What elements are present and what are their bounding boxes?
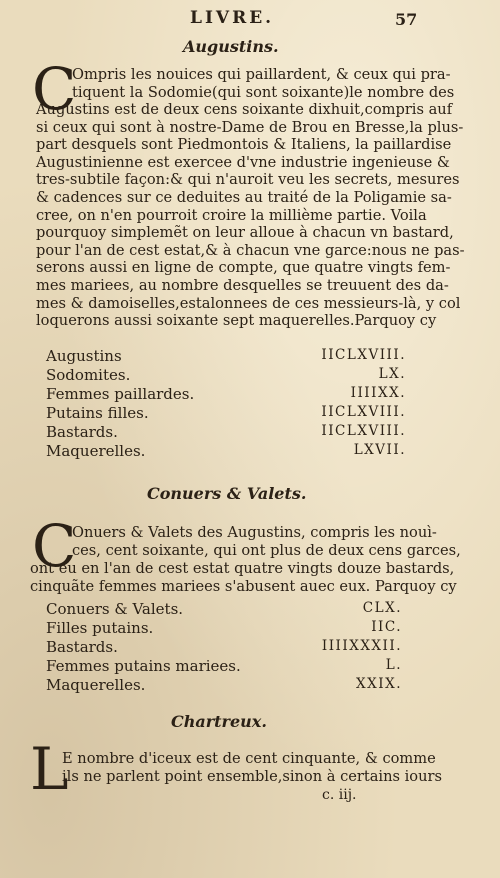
tally-label: Filles putains. — [46, 619, 154, 637]
tally-row — [46, 657, 402, 676]
page-number: 57 — [395, 10, 418, 29]
text-line: serons aussi en ligne de compte, que quatre vingts fem- — [36, 259, 451, 277]
text-line: Ompris les nouices qui paillardent, & ceux qui pra- — [72, 66, 451, 83]
tally-row — [46, 347, 406, 366]
tally-label: Maquerelles. — [46, 676, 146, 694]
tally-row — [46, 638, 402, 657]
tally-label: Femmes paillardes. — [46, 385, 195, 403]
text-line: cree, on n'en pourroit croire la millième partie. Voila — [36, 206, 427, 224]
tally-row — [46, 619, 402, 638]
tally-label: Conuers & Valets. — [46, 600, 184, 618]
tally-label: Femmes putains mariees. — [46, 657, 241, 675]
tally-label: Bastards. — [46, 638, 118, 656]
tally-value: IICLXVIII. — [321, 404, 406, 420]
text-line: ils ne parlent point ensemble,sinon à certains iours — [62, 767, 442, 785]
text-line: Augustinienne est exercee d'vne industrie ingenieuse & — [36, 153, 450, 171]
tally-row — [46, 404, 406, 423]
tally-value: XXIX. — [356, 676, 402, 692]
tally-value: IICLXVIII. — [321, 347, 406, 363]
text-line: si ceux qui sont à nostre-Dame de Brou en Bresse,la plus- — [36, 118, 464, 136]
tally-row — [46, 366, 406, 385]
paragraph-augustins — [72, 66, 455, 101]
tally-value: LXVII. — [353, 442, 406, 458]
text-line: tres-subtile façon:& qui n'auroit veu les secrets, mesures — [36, 171, 460, 189]
tally-label: Putains filles. — [46, 404, 149, 422]
tally-row — [46, 385, 406, 404]
section-title-chartreux: Chartreux. — [171, 712, 267, 731]
drop-cap: L — [30, 735, 69, 803]
tally-row — [46, 442, 406, 461]
tally-value: IICLXVIII. — [321, 423, 406, 439]
paragraph-conuers-continued — [30, 560, 457, 595]
tally-row — [46, 676, 402, 695]
text-line: loquerons aussi soixante sept maquerelles.Parquoy cy — [36, 312, 437, 330]
text-line: mes & damoiselles,estalonnees de ces messieurs-là, y col — [36, 294, 461, 312]
text-line: pour l'an de cest estat,& à chacun vne garce:nous ne pas- — [36, 241, 465, 259]
tally-label: Sodomites. — [46, 366, 131, 384]
text-line: Onuers & Valets des Augustins, compris les nouì- — [72, 524, 437, 541]
running-head: LIVRE. — [190, 8, 275, 28]
section-title-augustins: Augustins. — [183, 37, 279, 56]
paragraph-conuers — [72, 524, 461, 559]
text-line: pourquoy simplemẽt on leur alloue à chacun vn bastard, — [36, 224, 454, 242]
text-line: mes mariees, au nombre desquelles se treuuent des da- — [36, 276, 449, 294]
text-line: Augustins est de deux cens soixante dixhuit,compris auf — [36, 101, 453, 118]
text-line: ces, cent soixante, qui ont plus de deux cens garces, — [72, 541, 461, 559]
tally-table-conuers — [46, 600, 402, 695]
section-title-conuers: Conuers & Valets. — [147, 484, 307, 503]
tally-table-augustins — [46, 347, 406, 461]
tally-value: IIC. — [371, 619, 402, 635]
tally-label: Bastards. — [46, 423, 118, 441]
text-line: cinquãte femmes mariees s'abusent auec eux. Parquoy cy — [30, 577, 457, 595]
text-line: & cadences sur ce deduites au traité de la Poligamie sa- — [36, 188, 452, 206]
tally-row — [46, 423, 406, 442]
tally-value: CLX. — [362, 600, 402, 616]
text-line: ont eu en l'an de cest estat quatre vingts douze bastards, — [30, 560, 455, 577]
paragraph-chartreux — [62, 750, 442, 785]
tally-label: Maquerelles. — [46, 442, 146, 460]
tally-value: L. — [385, 657, 402, 673]
tally-label: Augustins — [46, 347, 122, 365]
text-line: tiquent la Sodomie(qui sont soixante)le nombre des — [72, 83, 455, 101]
drop-cap: C — [32, 512, 77, 580]
text-line: part desquels sont Piedmontois & Italiens, la paillardise — [36, 136, 452, 154]
tally-value: IIIIXXXII. — [321, 638, 402, 654]
drop-cap: C — [32, 55, 77, 123]
tally-value: IIIIXX. — [350, 385, 406, 401]
page-header — [0, 6, 500, 32]
paragraph-augustins-continued — [36, 101, 465, 330]
text-line: E nombre d'iceux est de cent cinquante, & comme — [62, 750, 436, 767]
tally-value: LX. — [378, 366, 406, 382]
tally-row — [46, 600, 402, 619]
catchword-signature: c. iij. — [322, 787, 357, 803]
